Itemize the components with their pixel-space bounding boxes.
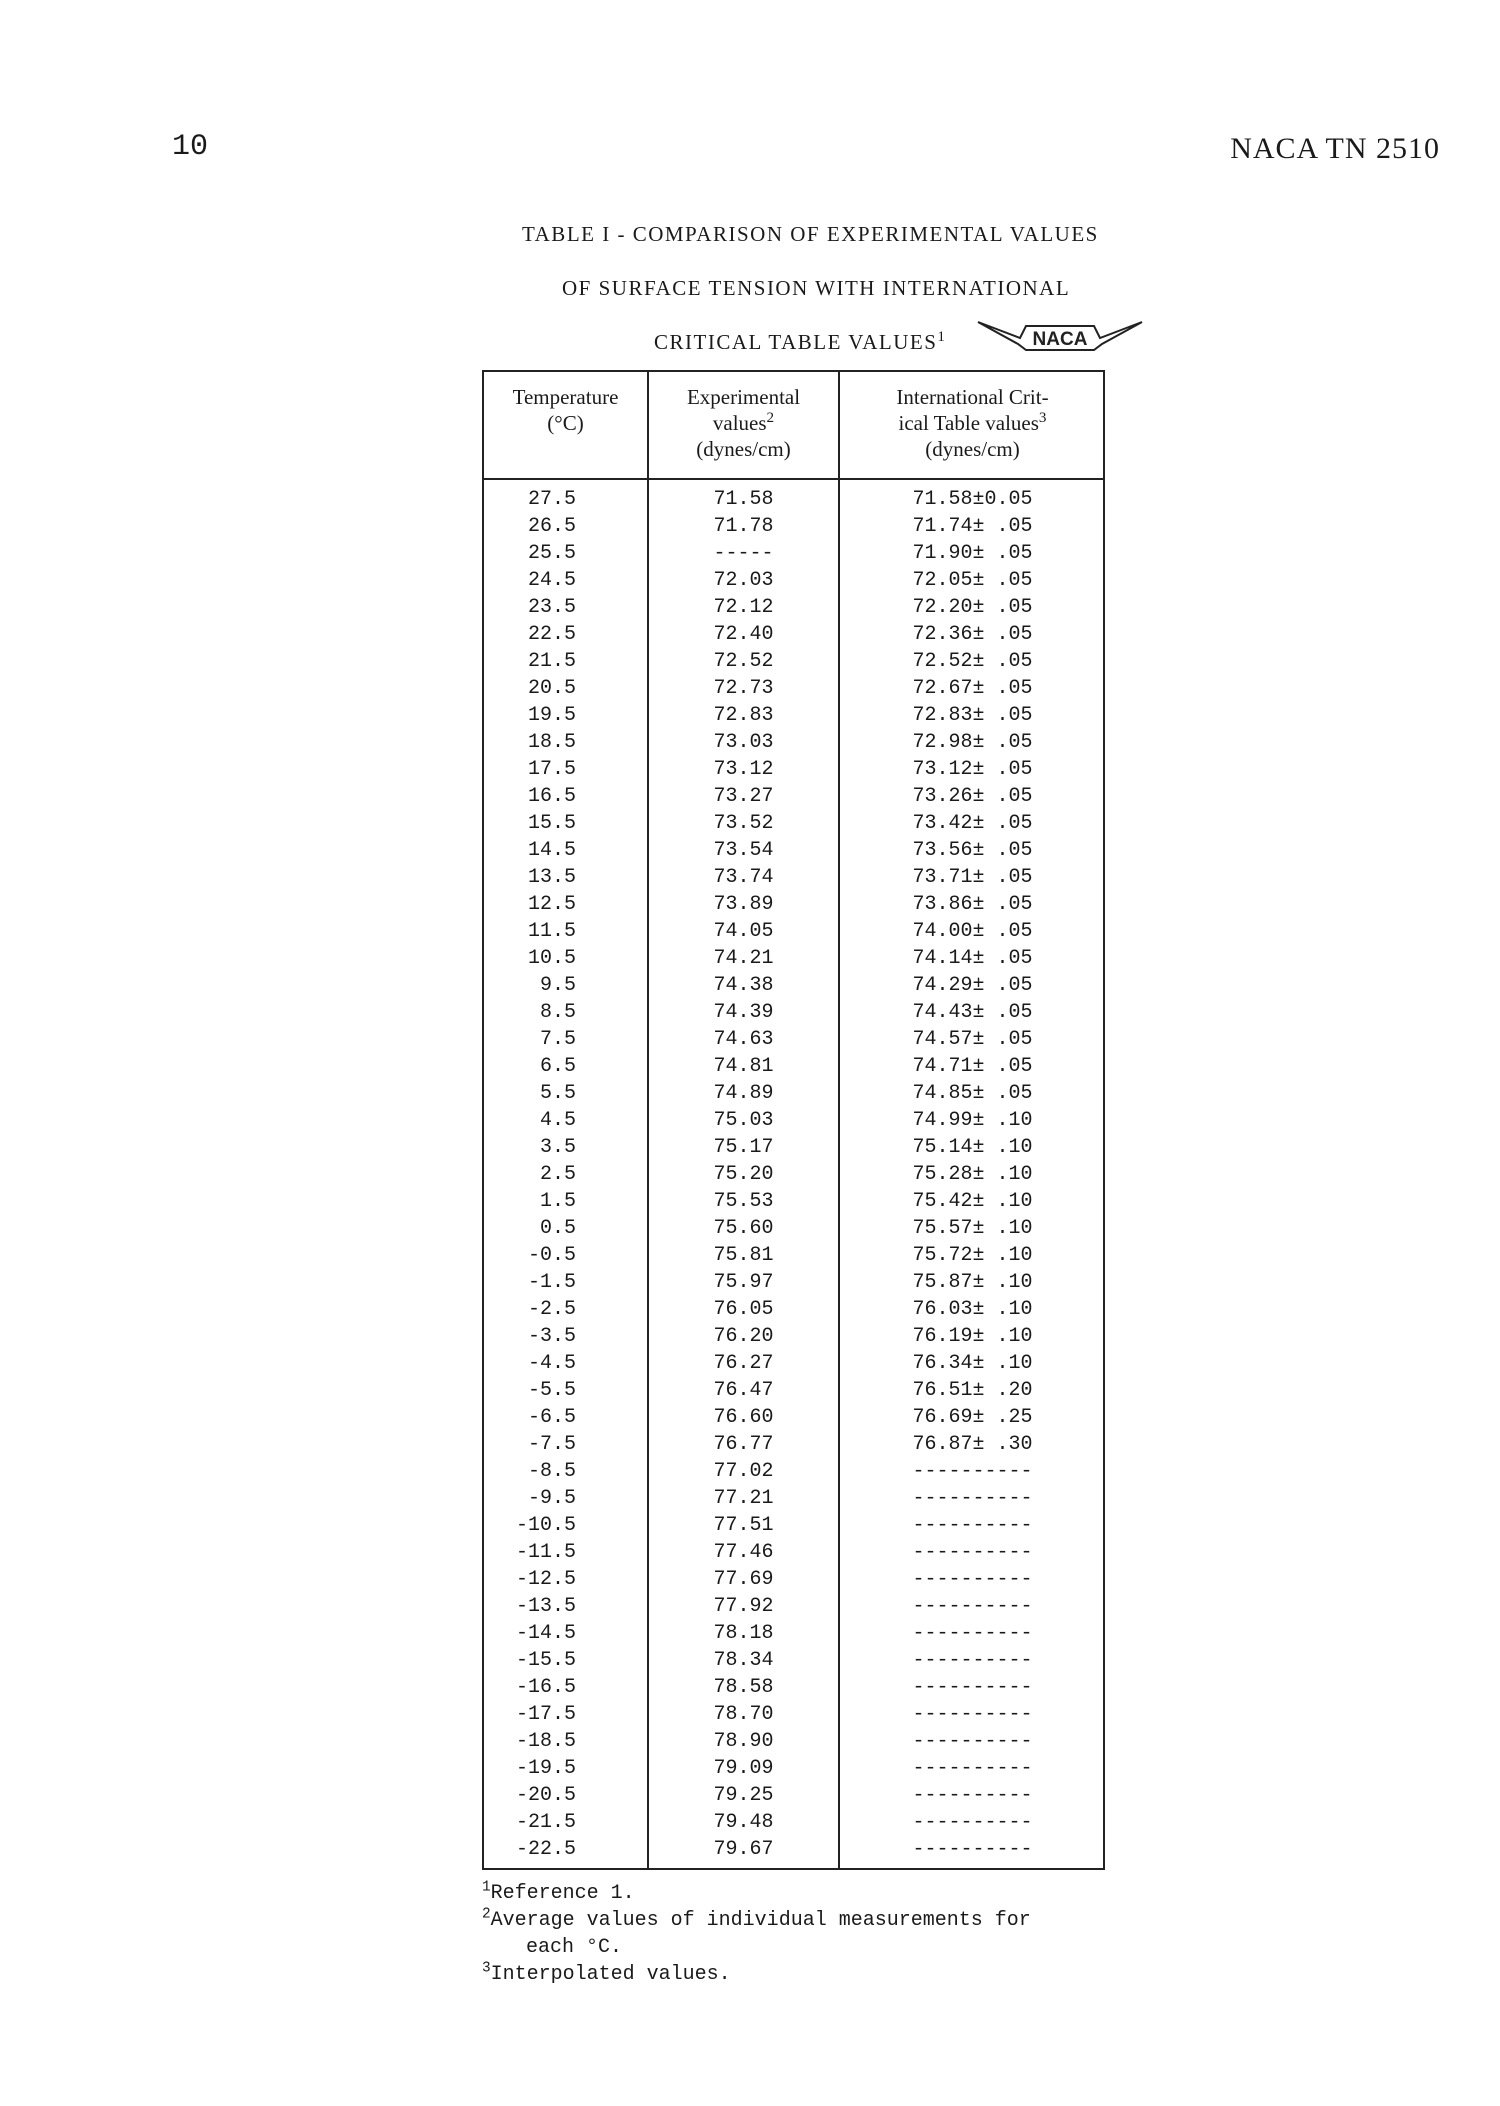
table-title-line-3-text: CRITICAL TABLE VALUES: [654, 330, 938, 354]
cell-ict: 75.57± .10: [912, 1217, 1033, 1240]
cell-experimental: 74.05: [713, 920, 774, 943]
cell-ict: 75.72± .10: [912, 1244, 1033, 1267]
cell-experimental: 78.58: [713, 1676, 774, 1699]
cell-ict: ----------: [912, 1676, 1033, 1699]
surface-tension-table: [482, 370, 1105, 1870]
cell-ict: ----------: [912, 1622, 1033, 1645]
table-row: [484, 1809, 1103, 1836]
table-row: [484, 567, 1103, 594]
cell-temperature: -19.5: [515, 1757, 576, 1780]
table-row: [484, 918, 1103, 945]
cell-temperature: -5.5: [527, 1379, 576, 1402]
cell-ict: ----------: [912, 1514, 1033, 1537]
table-row: [484, 1323, 1103, 1350]
cell-temperature: 25.5: [527, 542, 576, 565]
cell-temperature: 2.5: [539, 1163, 576, 1186]
cell-ict: 73.56± .05: [912, 839, 1033, 862]
table-row: [484, 1782, 1103, 1809]
naca-logo-text: NACA: [1032, 329, 1088, 350]
cell-ict: 76.69± .25: [912, 1406, 1033, 1429]
cell-ict: 72.20± .05: [912, 596, 1033, 619]
table-row: [484, 783, 1103, 810]
cell-ict: 75.28± .10: [912, 1163, 1033, 1186]
cell-ict: 74.14± .05: [912, 947, 1033, 970]
cell-ict: 73.71± .05: [912, 866, 1033, 889]
table-row: [484, 648, 1103, 675]
cell-ict: 72.36± .05: [912, 623, 1033, 646]
footnote-ref-3: 3: [1038, 410, 1047, 426]
table-row: [484, 810, 1103, 837]
cell-temperature: 17.5: [527, 758, 576, 781]
table-row: [484, 1458, 1103, 1485]
cell-ict: 74.99± .10: [912, 1109, 1033, 1132]
table-row: [484, 972, 1103, 999]
cell-experimental: -----: [713, 542, 774, 565]
cell-experimental: 73.03: [713, 731, 774, 754]
cell-temperature: -13.5: [515, 1595, 576, 1618]
cell-experimental: 77.51: [713, 1514, 774, 1537]
cell-temperature: -9.5: [527, 1487, 576, 1510]
table-row: [484, 621, 1103, 648]
cell-experimental: 75.97: [713, 1271, 774, 1294]
cell-experimental: 71.78: [713, 515, 774, 538]
cell-temperature: -0.5: [527, 1244, 576, 1267]
cell-experimental: 77.92: [713, 1595, 774, 1618]
table-row: [484, 1620, 1103, 1647]
cell-experimental: 72.73: [713, 677, 774, 700]
table-row: [484, 1593, 1103, 1620]
cell-ict: ----------: [912, 1838, 1033, 1861]
cell-temperature: 24.5: [527, 569, 576, 592]
cell-experimental: 77.69: [713, 1568, 774, 1591]
naca-logo-icon: [976, 316, 1144, 356]
cell-temperature: -21.5: [515, 1811, 576, 1834]
header-rule: [484, 478, 1103, 480]
cell-ict: ----------: [912, 1460, 1033, 1483]
cell-ict: 72.52± .05: [912, 650, 1033, 673]
cell-temperature: -22.5: [515, 1838, 576, 1861]
cell-temperature: 13.5: [527, 866, 576, 889]
cell-ict: 71.74± .05: [912, 515, 1033, 538]
cell-ict: 75.87± .10: [912, 1271, 1033, 1294]
cell-experimental: 79.48: [713, 1811, 774, 1834]
cell-experimental: 79.67: [713, 1838, 774, 1861]
cell-experimental: 74.21: [713, 947, 774, 970]
cell-experimental: 76.05: [713, 1298, 774, 1321]
footnote-2: $^2$Average values of individual measurements for: [482, 1906, 1031, 1932]
cell-temperature: 9.5: [539, 974, 576, 997]
cell-ict: 72.67± .05: [912, 677, 1033, 700]
table-row: [484, 1242, 1103, 1269]
cell-ict: ----------: [912, 1649, 1033, 1672]
report-id: NACA TN 2510: [1230, 132, 1440, 165]
cell-experimental: 72.12: [713, 596, 774, 619]
cell-experimental: 77.46: [713, 1541, 774, 1564]
cell-ict: ----------: [912, 1595, 1033, 1618]
cell-ict: ----------: [912, 1784, 1033, 1807]
cell-temperature: 18.5: [527, 731, 576, 754]
table-row: [484, 1269, 1103, 1296]
table-title-line-3: [654, 330, 946, 355]
cell-temperature: 20.5: [527, 677, 576, 700]
table-row: [484, 1539, 1103, 1566]
table-row: [484, 864, 1103, 891]
cell-experimental: 77.21: [713, 1487, 774, 1510]
cell-experimental: 76.27: [713, 1352, 774, 1375]
header-international-critical: International Crit- ical Table values$^3$ (dynes/cm): [896, 385, 1049, 461]
cell-experimental: 76.77: [713, 1433, 774, 1456]
cell-temperature: -11.5: [515, 1541, 576, 1564]
cell-experimental: 73.54: [713, 839, 774, 862]
table-row: [484, 675, 1103, 702]
cell-temperature: 5.5: [539, 1082, 576, 1105]
cell-temperature: -1.5: [527, 1271, 576, 1294]
table-row: [484, 1215, 1103, 1242]
table-row: [484, 1485, 1103, 1512]
cell-experimental: 78.34: [713, 1649, 774, 1672]
cell-experimental: 74.63: [713, 1028, 774, 1051]
footnote-3: $^3$Interpolated values.: [482, 1960, 731, 1986]
page-number: 10: [172, 130, 209, 164]
table-row: [484, 1512, 1103, 1539]
cell-temperature: 12.5: [527, 893, 576, 916]
cell-temperature: 26.5: [527, 515, 576, 538]
cell-temperature: 21.5: [527, 650, 576, 673]
table-row: [484, 1188, 1103, 1215]
cell-experimental: 74.38: [713, 974, 774, 997]
header-experimental: Experimental values$^2$ (dynes/cm): [686, 385, 801, 461]
footnote-2-continued: each °C.: [526, 1936, 623, 1959]
cell-temperature: -16.5: [515, 1676, 576, 1699]
cell-temperature: -15.5: [515, 1649, 576, 1672]
cell-ict: 74.57± .05: [912, 1028, 1033, 1051]
cell-experimental: 79.09: [713, 1757, 774, 1780]
cell-ict: 73.86± .05: [912, 893, 1033, 916]
table-row: [484, 1566, 1103, 1593]
cell-ict: 73.26± .05: [912, 785, 1033, 808]
cell-experimental: 73.74: [713, 866, 774, 889]
cell-temperature: 23.5: [527, 596, 576, 619]
table-row: [484, 1350, 1103, 1377]
cell-experimental: 78.90: [713, 1730, 774, 1753]
cell-experimental: 73.89: [713, 893, 774, 916]
cell-ict: 71.58±0.05: [912, 488, 1033, 511]
table-row: [484, 1053, 1103, 1080]
cell-temperature: -10.5: [515, 1514, 576, 1537]
table-row: [484, 1107, 1103, 1134]
cell-experimental: 78.70: [713, 1703, 774, 1726]
cell-temperature: -18.5: [515, 1730, 576, 1753]
cell-ict: ----------: [912, 1730, 1033, 1753]
cell-temperature: 27.5: [527, 488, 576, 511]
cell-experimental: 76.60: [713, 1406, 774, 1429]
cell-ict: ----------: [912, 1703, 1033, 1726]
cell-experimental: 74.89: [713, 1082, 774, 1105]
cell-experimental: 72.52: [713, 650, 774, 673]
table-row: [484, 1674, 1103, 1701]
footnote-1: $^1$Reference 1.: [482, 1879, 635, 1905]
cell-ict: 73.12± .05: [912, 758, 1033, 781]
cell-temperature: 15.5: [527, 812, 576, 835]
cell-temperature: -8.5: [527, 1460, 576, 1483]
table-row: [484, 1728, 1103, 1755]
cell-temperature: -20.5: [515, 1784, 576, 1807]
cell-experimental: 73.27: [713, 785, 774, 808]
cell-temperature: 10.5: [527, 947, 576, 970]
cell-ict: 76.87± .30: [912, 1433, 1033, 1456]
table-row: [484, 1161, 1103, 1188]
table-row: [484, 1404, 1103, 1431]
cell-temperature: -17.5: [515, 1703, 576, 1726]
table-row: [484, 486, 1103, 513]
table-row: [484, 729, 1103, 756]
cell-ict: 73.42± .05: [912, 812, 1033, 835]
cell-temperature: 7.5: [539, 1028, 576, 1051]
cell-temperature: 8.5: [539, 1001, 576, 1024]
cell-temperature: 14.5: [527, 839, 576, 862]
cell-temperature: -3.5: [527, 1325, 576, 1348]
cell-ict: ----------: [912, 1811, 1033, 1834]
footnote-ref-1: 1: [937, 329, 947, 345]
table-row: [484, 594, 1103, 621]
cell-experimental: 75.03: [713, 1109, 774, 1132]
cell-ict: ----------: [912, 1568, 1033, 1591]
cell-temperature: -14.5: [515, 1622, 576, 1645]
cell-ict: 72.83± .05: [912, 704, 1033, 727]
table-row: [484, 891, 1103, 918]
cell-ict: 76.03± .10: [912, 1298, 1033, 1321]
cell-experimental: 72.83: [713, 704, 774, 727]
cell-experimental: 75.81: [713, 1244, 774, 1267]
cell-temperature: 11.5: [527, 920, 576, 943]
table-row: [484, 1377, 1103, 1404]
cell-ict: 74.00± .05: [912, 920, 1033, 943]
cell-experimental: 75.53: [713, 1190, 774, 1213]
cell-experimental: 78.18: [713, 1622, 774, 1645]
table-row: [484, 1296, 1103, 1323]
table-row: [484, 999, 1103, 1026]
cell-experimental: 77.02: [713, 1460, 774, 1483]
cell-experimental: 73.12: [713, 758, 774, 781]
table-row: [484, 837, 1103, 864]
cell-temperature: -6.5: [527, 1406, 576, 1429]
table-row: [484, 756, 1103, 783]
table-row: [484, 1134, 1103, 1161]
table-row: [484, 540, 1103, 567]
cell-experimental: 76.47: [713, 1379, 774, 1402]
cell-ict: ----------: [912, 1757, 1033, 1780]
cell-experimental: 71.58: [713, 488, 774, 511]
cell-ict: 71.90± .05: [912, 542, 1033, 565]
table-title-line-2: OF SURFACE TENSION WITH INTERNATIONAL: [562, 276, 1071, 300]
cell-experimental: 74.81: [713, 1055, 774, 1078]
footnote-ref-2: 2: [766, 410, 775, 426]
cell-ict: 72.05± .05: [912, 569, 1033, 592]
cell-ict: 74.71± .05: [912, 1055, 1033, 1078]
table-row: [484, 1431, 1103, 1458]
table-row: [484, 513, 1103, 540]
cell-temperature: 6.5: [539, 1055, 576, 1078]
table-body: [484, 486, 1103, 1863]
cell-temperature: 19.5: [527, 704, 576, 727]
cell-temperature: 4.5: [539, 1109, 576, 1132]
cell-temperature: 3.5: [539, 1136, 576, 1159]
cell-experimental: 75.20: [713, 1163, 774, 1186]
cell-experimental: 74.39: [713, 1001, 774, 1024]
cell-experimental: 73.52: [713, 812, 774, 835]
cell-ict: 74.85± .05: [912, 1082, 1033, 1105]
table-row: [484, 1701, 1103, 1728]
table-row: [484, 1026, 1103, 1053]
cell-ict: ----------: [912, 1487, 1033, 1510]
cell-ict: 75.14± .10: [912, 1136, 1033, 1159]
cell-ict: 75.42± .10: [912, 1190, 1033, 1213]
cell-experimental: 75.60: [713, 1217, 774, 1240]
table-row: [484, 1836, 1103, 1863]
table-row: [484, 702, 1103, 729]
table-row: [484, 945, 1103, 972]
table-row: [484, 1647, 1103, 1674]
cell-experimental: 72.03: [713, 569, 774, 592]
table-row: [484, 1080, 1103, 1107]
cell-temperature: 0.5: [539, 1217, 576, 1240]
cell-experimental: 72.40: [713, 623, 774, 646]
cell-temperature: -2.5: [527, 1298, 576, 1321]
cell-temperature: 16.5: [527, 785, 576, 808]
table-row: [484, 1755, 1103, 1782]
cell-temperature: -4.5: [527, 1352, 576, 1375]
cell-ict: 76.51± .20: [912, 1379, 1033, 1402]
cell-ict: 74.29± .05: [912, 974, 1033, 997]
cell-ict: 76.34± .10: [912, 1352, 1033, 1375]
cell-temperature: -7.5: [527, 1433, 576, 1456]
cell-ict: 72.98± .05: [912, 731, 1033, 754]
cell-ict: ----------: [912, 1541, 1033, 1564]
footnotes: [482, 1880, 1031, 1988]
cell-temperature: 22.5: [527, 623, 576, 646]
header-temperature: Temperature (°C): [512, 385, 619, 435]
cell-experimental: 79.25: [713, 1784, 774, 1807]
cell-ict: 74.43± .05: [912, 1001, 1033, 1024]
cell-experimental: 76.20: [713, 1325, 774, 1348]
cell-experimental: 75.17: [713, 1136, 774, 1159]
cell-temperature: -12.5: [515, 1568, 576, 1591]
cell-ict: 76.19± .10: [912, 1325, 1033, 1348]
table-title-line-1: TABLE I - COMPARISON OF EXPERIMENTAL VALUES: [522, 222, 1099, 246]
cell-temperature: 1.5: [539, 1190, 576, 1213]
